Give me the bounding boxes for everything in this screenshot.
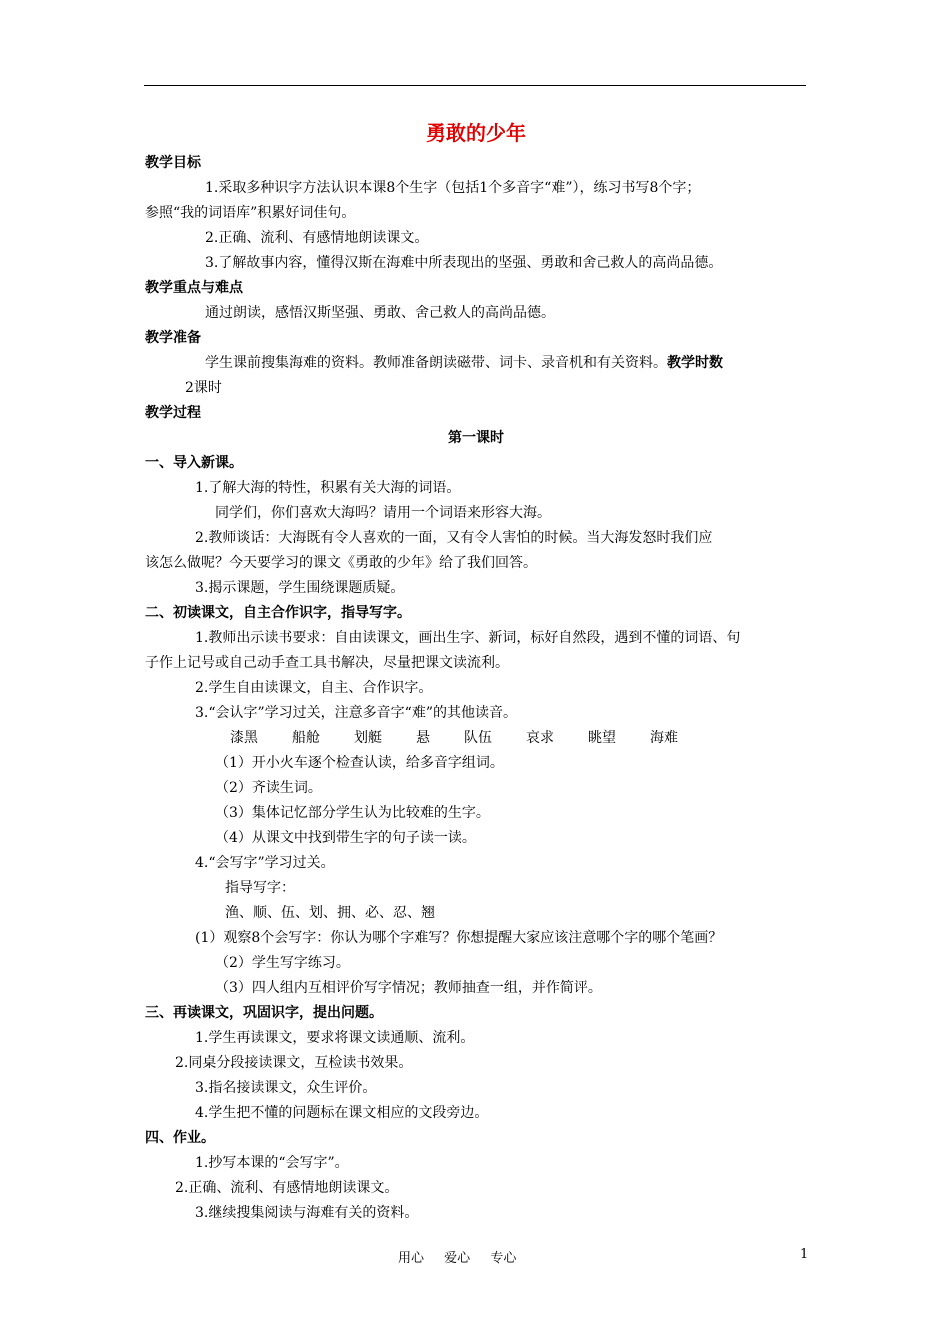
vocab-word: 海难: [650, 730, 678, 746]
prep-heading: 教学准备: [145, 330, 201, 346]
prep-text: 学生课前搜集海难的资料。教师准备朗读磁带、词卡、录音机和有关资料。: [205, 355, 667, 371]
prep-line: [145, 351, 807, 376]
part-2-step: （1）开小火车逐个检查认读，给多音字组词。: [215, 755, 504, 771]
vocab-word: 哀求: [526, 730, 554, 746]
goal-1-cont: 参照“我的词语库”积累好词佳句。: [145, 205, 356, 221]
time-text: 2课时: [185, 380, 222, 396]
part-2-step: （3）集体记忆部分学生认为比较难的生字。: [215, 805, 490, 821]
part-2-line: 4.“会写字”学习过关。: [195, 855, 335, 871]
vocab-word: 悬: [416, 730, 430, 746]
goal-3: 3.了解故事内容，懂得汉斯在海难中所表现出的坚强、勇敢和舍己救人的高尚品德。: [205, 255, 723, 271]
part-2-writing-step: （3）四人组内互相评价写字情况；教师抽查一组，并作简评。: [215, 980, 602, 996]
part-4-line: 3.继续搜集阅读与海难有关的资料。: [195, 1205, 419, 1221]
footer-slogan-word: 用心: [398, 1251, 425, 1266]
part-4-line: 1.抄写本课的“会写字”。: [195, 1155, 349, 1171]
goal-2: 2.正确、流利、有感情地朗读课文。: [205, 230, 429, 246]
part-1-line: 2.教师谈话：大海既有令人喜欢的一面，又有令人害怕的时候。当大海发怒时我们应: [195, 530, 713, 546]
vocab-word: 漆黑: [230, 730, 258, 746]
footer-slogan: [398, 1247, 532, 1266]
key-heading: 教学重点与难点: [145, 280, 243, 296]
time-heading: 教学时数: [667, 355, 723, 371]
part-3-line: 4.学生把不懂的问题标在课文相应的文段旁边。: [195, 1105, 489, 1121]
key-text: 通过朗读，感悟汉斯坚强、勇敢、舍己救人的高尚品德。: [205, 305, 555, 321]
part-2-line: 3.“会认字”学习过关，注意多音字“难”的其他读音。: [195, 705, 517, 721]
goal-1: 1.采取多种识字方法认识本课8个生字（包括1个多音字“难”），练习书写8个字；: [205, 180, 701, 196]
vocab-word: 队伍: [464, 730, 492, 746]
part-1-line: 3.揭示课题，学生围绕课题质疑。: [195, 580, 405, 596]
vocab-word-list: [145, 726, 807, 751]
part-2-step: （2）齐读生词。: [215, 780, 322, 796]
page-number: 1: [800, 1247, 809, 1262]
part-3-heading: 三、再读课文，巩固识字，提出问题。: [145, 1005, 383, 1021]
part-2-writing-step: (1）观察8个会写字：你认为哪个字难写？你想提醒大家应该注意哪个字的哪个笔画？: [195, 930, 723, 946]
footer-slogan-word: 专心: [490, 1251, 517, 1266]
footer-slogan-word: 爱心: [444, 1251, 471, 1266]
part-1-line: 1.了解大海的特性，积累有关大海的词语。: [195, 480, 461, 496]
part-2-writing-step: （2）学生写字练习。: [215, 955, 350, 971]
process-heading: 教学过程: [145, 405, 201, 421]
document-body: [145, 118, 807, 1226]
page-title: 勇敢的少年: [426, 121, 526, 145]
part-4-line: 2.正确、流利、有感情地朗读课文。: [175, 1180, 399, 1196]
part-4-heading: 四、作业。: [145, 1130, 215, 1146]
part-2-heading: 二、初读课文，自主合作识字，指导写字。: [145, 605, 411, 621]
part-1-line: 该怎么做呢？今天要学习的课文《勇敢的少年》给了我们回答。: [145, 555, 537, 571]
goals-heading: 教学目标: [145, 155, 201, 171]
part-2-line: 子作上记号或自己动手查工具书解决，尽量把课文读流利。: [145, 655, 509, 671]
vocab-word: 划艇: [354, 730, 382, 746]
part-3-line: 2.同桌分段接读课文，互检读书效果。: [175, 1055, 413, 1071]
part-3-line: 3.指名接读课文，众生评价。: [195, 1080, 377, 1096]
vocab-word: 眺望: [588, 730, 616, 746]
part-2-line: 1.教师出示读书要求：自由读课文，画出生字、新词，标好自然段，遇到不懂的词语、句: [195, 630, 741, 646]
part-1-line: 同学们，你们喜欢大海吗？请用一个词语来形容大海。: [215, 505, 551, 521]
header-rule: [144, 85, 806, 86]
lesson-1-heading: 第一课时: [448, 430, 504, 446]
writing-chars: 渔、顺、伍、划、拥、必、忍、翘: [225, 905, 435, 921]
writing-guide-label: 指导写字：: [225, 880, 295, 896]
vocab-word: 船舱: [292, 730, 320, 746]
part-2-line: 2.学生自由读课文，自主、合作识字。: [195, 680, 433, 696]
part-3-line: 1.学生再读课文，要求将课文读通顺、流利。: [195, 1030, 475, 1046]
part-1-heading: 一、导入新课。: [145, 455, 243, 471]
part-2-step: （4）从课文中找到带生字的句子读一读。: [215, 830, 476, 846]
